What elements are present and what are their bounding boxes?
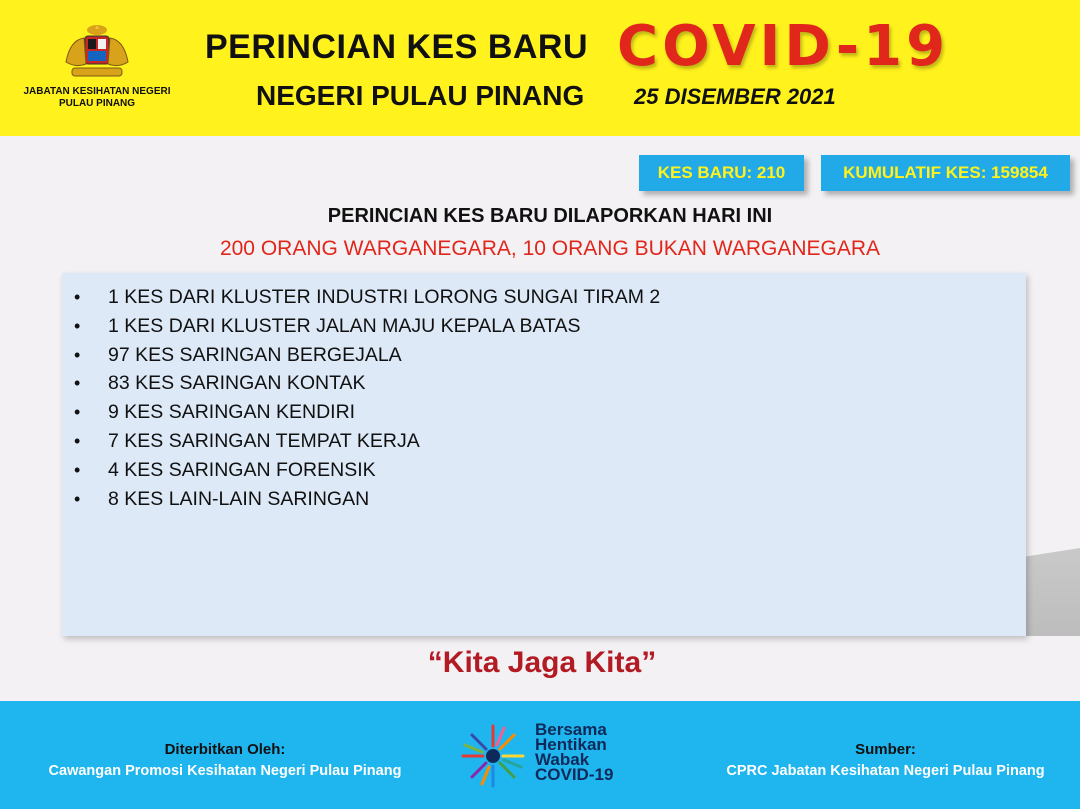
- virus-burst-icon: [457, 718, 533, 794]
- state-title: NEGERI PULAU PINANG: [256, 80, 585, 111]
- list-item: [72, 369, 1026, 398]
- coat-of-arms-icon: [58, 22, 136, 84]
- bullet-icon: •: [74, 430, 81, 451]
- source-label: Sumber:: [855, 741, 916, 758]
- department-line-2: PULAU PINANG: [58, 98, 136, 109]
- campaign-line-3: Wabak: [535, 750, 590, 769]
- list-item: [72, 312, 1026, 341]
- list-item: [72, 341, 1026, 370]
- case-breakdown-panel: [62, 273, 1026, 636]
- publisher-label: Diterbitkan Oleh:: [164, 741, 286, 758]
- campaign-line-1: Bersama: [535, 720, 607, 739]
- list-item-text: 8 KES LAIN-LAIN SARINGAN: [108, 487, 370, 510]
- list-item-text: 1 KES DARI KLUSTER JALAN MAJU KEPALA BATAS: [108, 314, 581, 337]
- campaign-logo: [457, 718, 647, 794]
- bullet-icon: •: [74, 344, 81, 365]
- publisher-name: Cawangan Promosi Kesihatan Negeri Pulau Pinang: [48, 763, 402, 779]
- case-list: [62, 273, 1026, 513]
- report-date: 25 DISEMBER 2021: [634, 84, 836, 109]
- department-line-1: JABATAN KESIHATAN NEGERI: [23, 86, 171, 97]
- bullet-icon: •: [74, 459, 81, 480]
- campaign-line-2: Hentikan: [535, 735, 607, 754]
- bullet-icon: •: [74, 402, 81, 423]
- bullet-icon: •: [74, 287, 81, 307]
- bullet-icon: •: [74, 315, 81, 336]
- list-item: [72, 398, 1026, 427]
- list-item-text: 83 KES SARINGAN KONTAK: [108, 372, 366, 395]
- list-item: [72, 283, 1026, 312]
- page-title: PERINCIAN KES BARU: [205, 28, 589, 66]
- footer-banner: [0, 701, 1080, 809]
- source-name: CPRC Jabatan Kesihatan Negeri Pulau Pinang: [726, 763, 1045, 779]
- header-banner: [0, 0, 1080, 136]
- details-title: PERINCIAN KES BARU DILAPORKAN HARI INI: [327, 205, 773, 227]
- list-item-text: 1 KES DARI KLUSTER INDUSTRI LORONG SUNGAI TIRAM 2: [108, 286, 661, 308]
- covid-heading: COVID-19: [617, 14, 950, 79]
- list-item-text: 97 KES SARINGAN BERGEJALA: [108, 343, 402, 366]
- list-item-text: 4 KES SARINGAN FORENSIK: [108, 458, 376, 481]
- list-item-text: 9 KES SARINGAN KENDIRI: [108, 401, 356, 424]
- list-item: [72, 427, 1026, 456]
- bullet-icon: •: [74, 373, 81, 394]
- slogan: “Kita Jaga Kita”: [427, 646, 657, 679]
- department-name: [12, 86, 182, 110]
- panel-shadow: [1024, 548, 1080, 636]
- bullet-icon: •: [74, 488, 81, 509]
- new-cases-badge: KES BARU: 210: [639, 155, 804, 191]
- list-item: [72, 485, 1026, 514]
- list-item-text: 7 KES SARINGAN TEMPAT KERJA: [108, 429, 420, 452]
- details-subtitle: 200 ORANG WARGANEGARA, 10 ORANG BUKAN WARGANEGARA: [219, 237, 881, 260]
- campaign-line-4: COVID-19: [535, 765, 614, 784]
- source-block: [708, 739, 1063, 781]
- publisher-block: [20, 739, 430, 781]
- list-item: [72, 456, 1026, 485]
- campaign-text: [535, 722, 613, 782]
- cumulative-cases-badge: KUMULATIF KES: 159854: [821, 155, 1070, 191]
